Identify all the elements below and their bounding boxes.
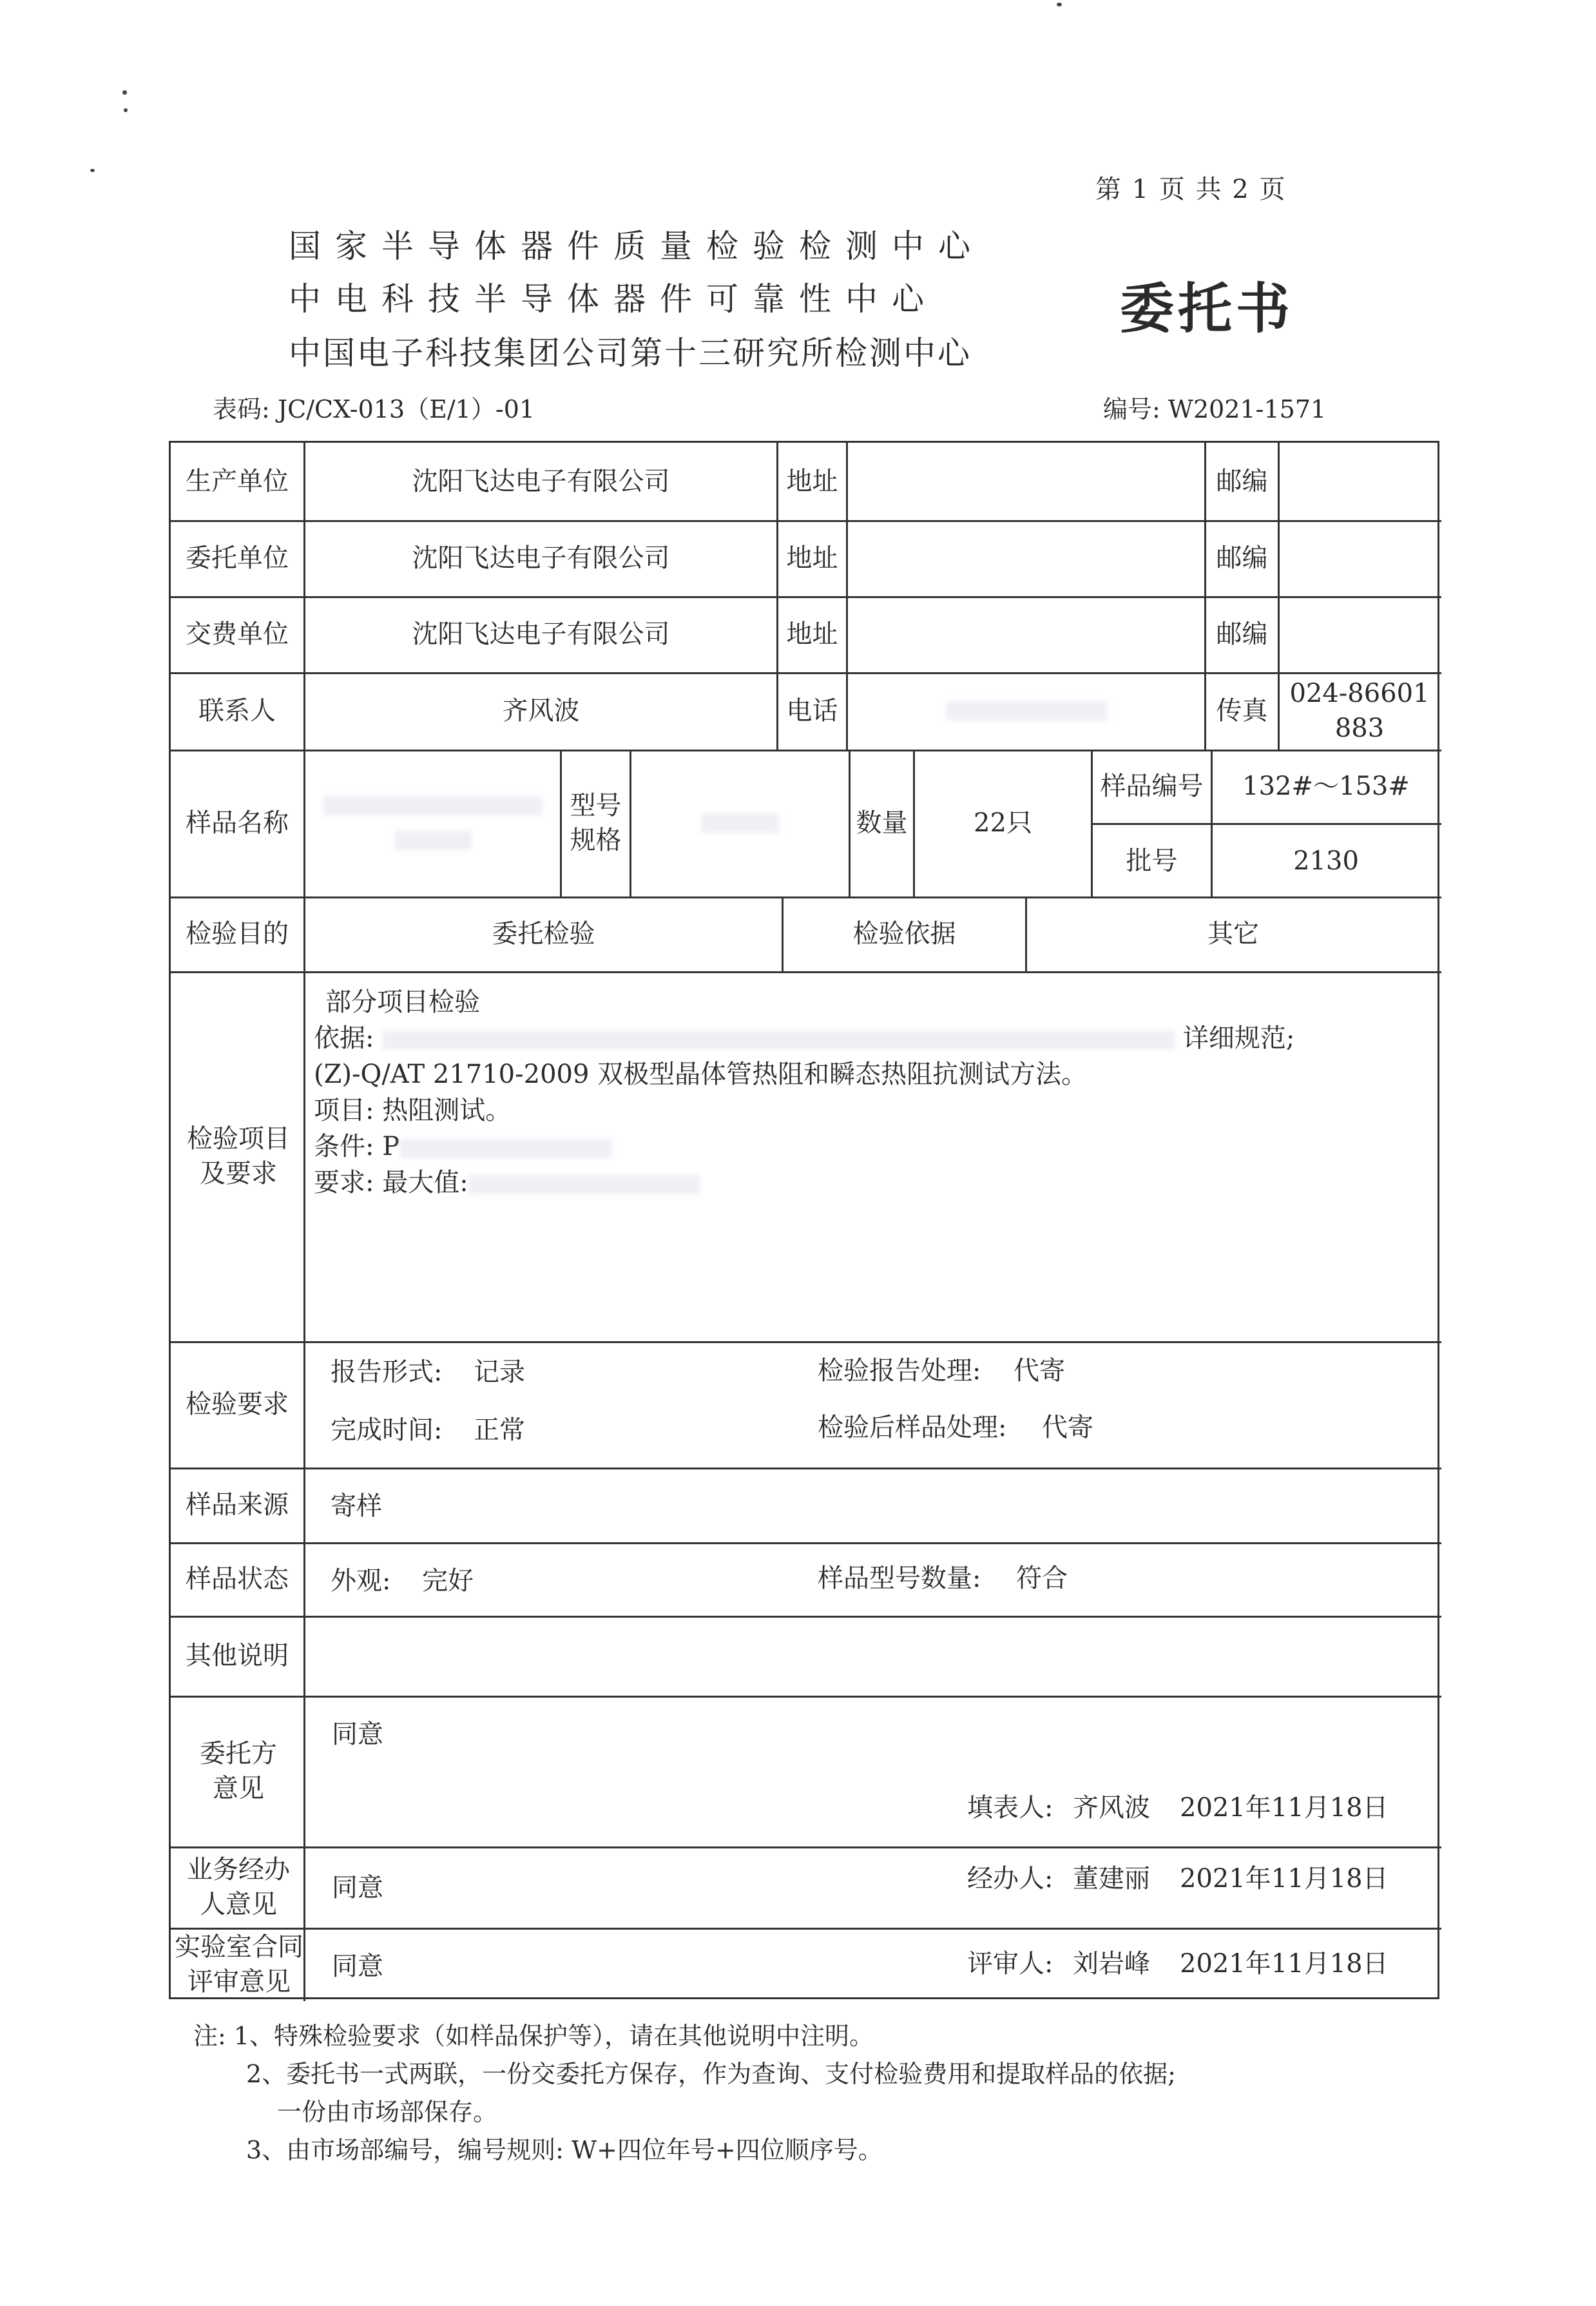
note-2-cont: 一份由市场部保存。 xyxy=(277,2097,498,2126)
report-handling-label: 检验报告处理: xyxy=(818,1356,981,1386)
row-divider xyxy=(171,971,1441,973)
agent-label: 经办人: xyxy=(967,1864,1053,1894)
agent-date: 2021年11月18日 xyxy=(1180,1864,1389,1894)
model-qty-match-label: 样品型号数量: xyxy=(818,1564,981,1593)
form-code: 表码: JC/CX-013（E/1）-01 xyxy=(213,395,535,423)
detail-spec: 详细规范; xyxy=(1182,1023,1295,1053)
payer-label: 交费单位 xyxy=(186,619,289,649)
basis-value: 其它 xyxy=(1207,919,1259,949)
fax-value: 024-86601883 xyxy=(1289,679,1430,743)
scan-speck xyxy=(124,108,128,112)
sample-name-value-redacted xyxy=(305,750,560,896)
payer-value: 沈阳飞达电子有限公司 xyxy=(412,619,670,649)
requirements-label: 检验要求 xyxy=(186,1390,289,1419)
client-address-value xyxy=(848,520,1204,596)
row-divider xyxy=(171,1616,1441,1618)
document-title: 委托书 xyxy=(1120,276,1294,340)
requirement-prefix: 要求: 最大值: xyxy=(314,1168,468,1197)
agent-name: 董建丽 xyxy=(1073,1864,1150,1894)
report-handling-value: 代寄 xyxy=(1014,1356,1065,1386)
producer-zip-label: 邮编 xyxy=(1216,467,1268,496)
producer-label: 生产单位 xyxy=(186,467,289,496)
client-value: 沈阳飞达电子有限公司 xyxy=(412,543,670,573)
row-divider xyxy=(171,1928,1441,1930)
client-zip-value xyxy=(1280,520,1439,596)
items-line-1: 部分项目检验 xyxy=(325,987,480,1017)
filler-name: 齐风波 xyxy=(1073,1793,1150,1823)
batch-label: 批号 xyxy=(1126,846,1178,876)
quantity-value: 22只 xyxy=(974,808,1032,838)
fax-label: 传真 xyxy=(1216,696,1268,726)
contact-value: 齐风波 xyxy=(502,696,580,726)
basis-label: 检验依据 xyxy=(852,919,956,949)
basis-prefix: 依据: xyxy=(314,1023,374,1053)
producer-address-label: 地址 xyxy=(786,467,838,496)
client-label: 委托单位 xyxy=(186,543,289,573)
condition-prefix: 条件: P xyxy=(314,1132,400,1161)
items-line-6 xyxy=(314,1165,700,1201)
client-opinion-value: 同意 xyxy=(332,1720,383,1749)
client-opinion-label: 委托方意见 xyxy=(200,1739,277,1803)
row-divider xyxy=(171,1542,1441,1544)
other-label: 其他说明 xyxy=(186,1641,289,1671)
lab-opinion-label: 实验室合同评审意见 xyxy=(175,1932,303,1997)
purpose-label: 检验目的 xyxy=(186,919,289,949)
payer-zip-value xyxy=(1280,596,1439,672)
phone-value-redacted xyxy=(848,672,1204,750)
model-qty-match-value: 符合 xyxy=(1016,1564,1068,1593)
batch-value: 2130 xyxy=(1293,846,1359,876)
org-name-3: 中国电子科技集团公司第十三研究所检测中心 xyxy=(289,334,972,372)
items-line-4: 项目: 热阻测试。 xyxy=(314,1096,512,1125)
contact-label: 联系人 xyxy=(198,696,276,726)
sample-handling-label: 检验后样品处理: xyxy=(818,1413,1007,1442)
client-address-label: 地址 xyxy=(786,543,838,573)
items-line-3: (Z)-Q/AT 21710-2009 双极型晶体管热阻和瞬态热阻抗测试方法。 xyxy=(314,1060,1088,1089)
agent-opinion-value: 同意 xyxy=(332,1873,383,1903)
note-2: 2、委托书一式两联，一份交委托方保存，作为查询、支付检验费用和提取样品的依据; xyxy=(246,2059,1176,2088)
purpose-value: 委托检验 xyxy=(492,919,595,949)
filler-label: 填表人: xyxy=(967,1793,1053,1823)
report-form-label: 报告形式: xyxy=(331,1357,443,1387)
sample-name-label: 样品名称 xyxy=(186,808,289,838)
note-3: 3、由市场部编号，编号规则: W+四位年号+四位顺序号。 xyxy=(246,2135,883,2164)
scan-speck xyxy=(122,90,127,95)
quantity-label: 数量 xyxy=(856,808,908,838)
model-label: 型号规格 xyxy=(570,791,622,855)
phone-label: 电话 xyxy=(786,696,838,726)
producer-value: 沈阳飞达电子有限公司 xyxy=(412,467,670,496)
org-name-1: 国家半导体器件质量检验检测中心 xyxy=(289,228,985,265)
sample-handling-value: 代寄 xyxy=(1042,1413,1093,1442)
items-label: 检验项目及要求 xyxy=(187,1124,290,1188)
reviewer-label: 评审人: xyxy=(967,1949,1053,1979)
reviewer-date: 2021年11月18日 xyxy=(1180,1949,1389,1979)
producer-address-value xyxy=(848,443,1204,520)
payer-address-label: 地址 xyxy=(786,619,838,649)
scan-speck xyxy=(90,169,95,172)
note-1: 注: 1、特殊检验要求（如样品保护等），请在其他说明中注明。 xyxy=(193,2022,874,2050)
completion-time-value: 正常 xyxy=(474,1415,525,1445)
row-divider xyxy=(171,1846,1441,1848)
client-zip-label: 邮编 xyxy=(1216,543,1268,573)
agent-opinion-label: 业务经办人意见 xyxy=(187,1855,290,1919)
state-label: 样品状态 xyxy=(186,1564,289,1594)
appearance-value: 完好 xyxy=(422,1566,474,1596)
appearance-label: 外观: xyxy=(331,1566,391,1596)
payer-zip-label: 邮编 xyxy=(1216,619,1268,649)
items-line-2 xyxy=(314,1020,1294,1056)
source-value: 寄样 xyxy=(331,1491,382,1521)
report-form-value: 记录 xyxy=(474,1357,525,1387)
notes xyxy=(193,2017,1176,2169)
lab-opinion-value: 同意 xyxy=(332,1952,383,1981)
source-label: 样品来源 xyxy=(186,1490,289,1520)
row-divider xyxy=(171,1341,1441,1343)
page-number: 第 1 页 共 2 页 xyxy=(1095,175,1287,204)
items-line-5 xyxy=(314,1129,612,1165)
completion-time-label: 完成时间: xyxy=(331,1415,443,1445)
sample-number-value: 132#～153# xyxy=(1242,771,1410,801)
model-value-redacted xyxy=(631,750,849,896)
filler-date: 2021年11月18日 xyxy=(1180,1793,1389,1823)
row-divider xyxy=(171,1696,1441,1698)
row-divider xyxy=(171,1468,1441,1469)
producer-zip-value xyxy=(1280,443,1439,520)
payer-address-value xyxy=(848,596,1204,672)
org-name-2: 中电科技半导体器件可靠性中心 xyxy=(289,280,938,318)
reviewer-name: 刘岩峰 xyxy=(1073,1949,1150,1979)
sample-number-label: 样品编号 xyxy=(1100,771,1204,801)
form-table xyxy=(169,441,1439,1999)
document-number: 编号: W2021-1571 xyxy=(1103,395,1327,423)
scan-speck xyxy=(1057,3,1062,6)
